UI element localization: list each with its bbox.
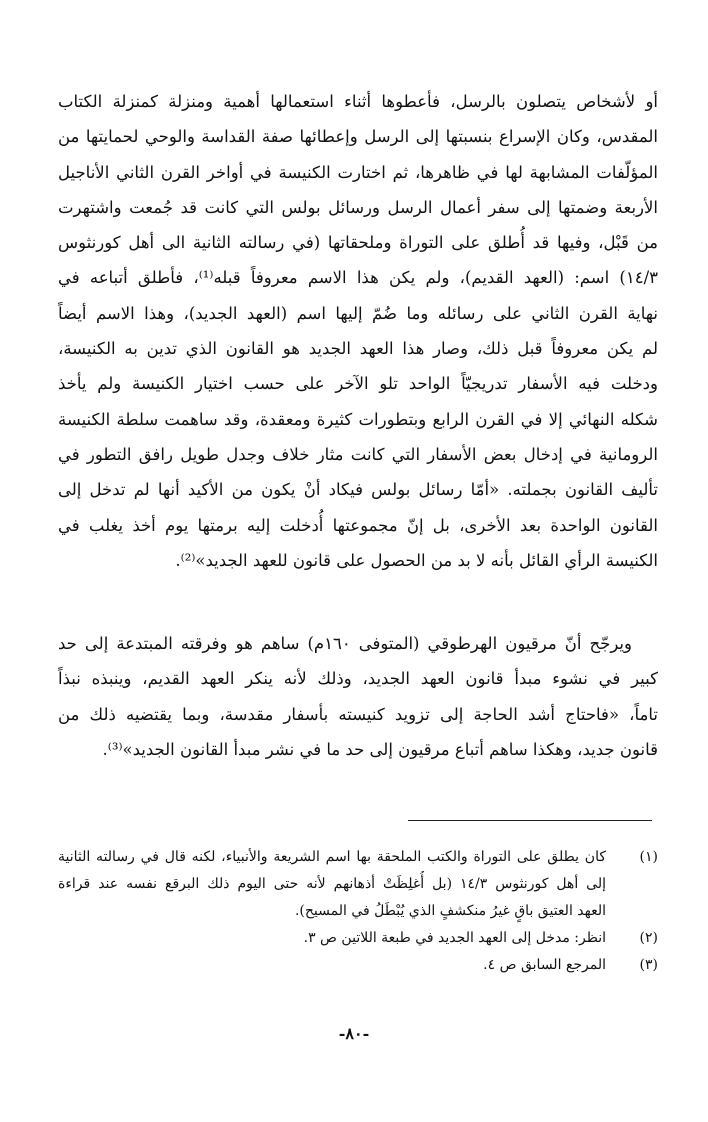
footnote-text bbox=[58, 952, 606, 979]
body-paragraph bbox=[58, 626, 658, 767]
text-line: لم يكن معروفاً قبل ذلك، وصار هذا العهد الجديد هو القانون الذي تدين به الكنيسة، bbox=[58, 339, 658, 359]
footnote-text bbox=[58, 844, 606, 925]
footnote-separator bbox=[408, 820, 652, 821]
footnote-number: (٢) bbox=[639, 930, 658, 946]
text-line: نهاية القرن الثاني على رسائله وما ضُمّ إليها اسم (العهد الجديد)، وهذا الاسم أيضاً bbox=[58, 303, 658, 323]
body-paragraph bbox=[58, 84, 658, 578]
text-line: كبير في نشوء مبدأ قانون العهد الجديد، وذلك لأنه ينكر العهد القديم، وينبذه نبذاً bbox=[58, 669, 658, 689]
footnote-number: (٣) bbox=[639, 957, 658, 973]
text-line: المؤلّفات المشابهة لها في ظاهرها، ثم اختارت الكنيسة في أواخر القرن الثاني الأناجيل bbox=[58, 162, 658, 182]
text-line: تأليف القانون بجملته. «أمّا رسائل بولس فيكاد أنْ يكون من الأكيد أنها لم تدخل إلى bbox=[58, 480, 658, 500]
footnote bbox=[58, 952, 658, 979]
text-line: قانون جديد، وهكذا ساهم أتباع مرقيون إلى حد ما في نشر مبدأ القانون الجديد»⁽³⁾. bbox=[102, 739, 658, 759]
footnote-line: كان يطلق على التوراة والكتب الملحقة بها اسم الشريعة والأنبياء، لكنه قال في رسالته الثانية bbox=[58, 849, 606, 865]
footnote-number: (١) bbox=[639, 849, 658, 865]
text-line: الأربعة وضمتها إلى سفر أعمال الرسل ورسائل بولس التي كانت قد جُمعت واشتهرت bbox=[58, 197, 658, 217]
footnote-line: المرجع السابق ص ٤. bbox=[483, 957, 606, 973]
footnote-line: انظر: مدخل إلى العهد الجديد في طبعة اللاتين ص ٣. bbox=[303, 930, 606, 946]
text-line: المقدس، وكان الإسراع بنسبتها إلى الرسل وإعطائها صفة القداسة والوحي لحمايتها من bbox=[58, 127, 658, 147]
footnote-line: إلى أهل كورنثوس ١٤/٣ (بل أُغلِظَتْ أذهانهم لأنه حتى اليوم ذلك البرقع نفسه عند قراءة bbox=[58, 876, 606, 892]
footnote bbox=[58, 844, 658, 925]
text-line: ١٤/٣) اسم: (العهد القديم)، ولم يكن هذا الاسم معروفاً قبله⁽¹⁾، فأطلق أتباعه في bbox=[58, 268, 658, 288]
text-line: القانون الواحدة بعد الأخرى، بل إنّ مجموعتها أُدخلت إليه برمتها يوم أخذ يغلب في bbox=[58, 515, 658, 535]
text-line: الكنيسة الرأي القائل بأنه لا بد من الحصول على قانون للعهد الجديد»⁽²⁾. bbox=[175, 550, 658, 570]
page-number: -٨٠- bbox=[338, 1024, 370, 1043]
text-line: تاماً، «فاحتاج أشد الحاجة إلى تزويد كنيسته بأسفار مقدسة، وبما يقتضيه ذلك من bbox=[58, 704, 658, 724]
footnotes bbox=[58, 844, 658, 979]
footnote-line: العهد العتيق باقٍ غيرُ منكشفٍ الذي يُبْطَلُ في المسيح). bbox=[294, 903, 606, 919]
text-line: الرومانية في إدخال بعض الأسفار التي كانت مثار خلاف وجدل طويل رافق التطور في bbox=[58, 444, 658, 464]
text-line: شكله النهائي إلا في القرن الرابع وبتطورات كثيرة ومعقدة، وقد ساهمت سلطة الكنيسة bbox=[58, 409, 658, 429]
text-line: من قَبْل، وفيها قد أُطلق على التوراة وملحقاتها (في رسالته الثانية الى أهل كورنثوس bbox=[58, 233, 658, 253]
footnote-text bbox=[58, 925, 606, 952]
text-line: أو لأشخاص يتصلون بالرسل، فأعطوها أثناء استعمالها أهمية ومنزلة كمنزلة الكتاب bbox=[58, 92, 658, 111]
text-line: ويرجّح أنّ مرقيون الهرطوقي (المتوفى ١٦٠م) ساهم هو وفرقته المبتدعة إلى حد bbox=[58, 634, 632, 653]
footnote bbox=[58, 925, 658, 952]
text-line: ودخلت فيه الأسفار تدريجيّاً الواحد تلو الآخر على حسب اختيار الكنيسة ولم يأخذ bbox=[58, 374, 658, 394]
